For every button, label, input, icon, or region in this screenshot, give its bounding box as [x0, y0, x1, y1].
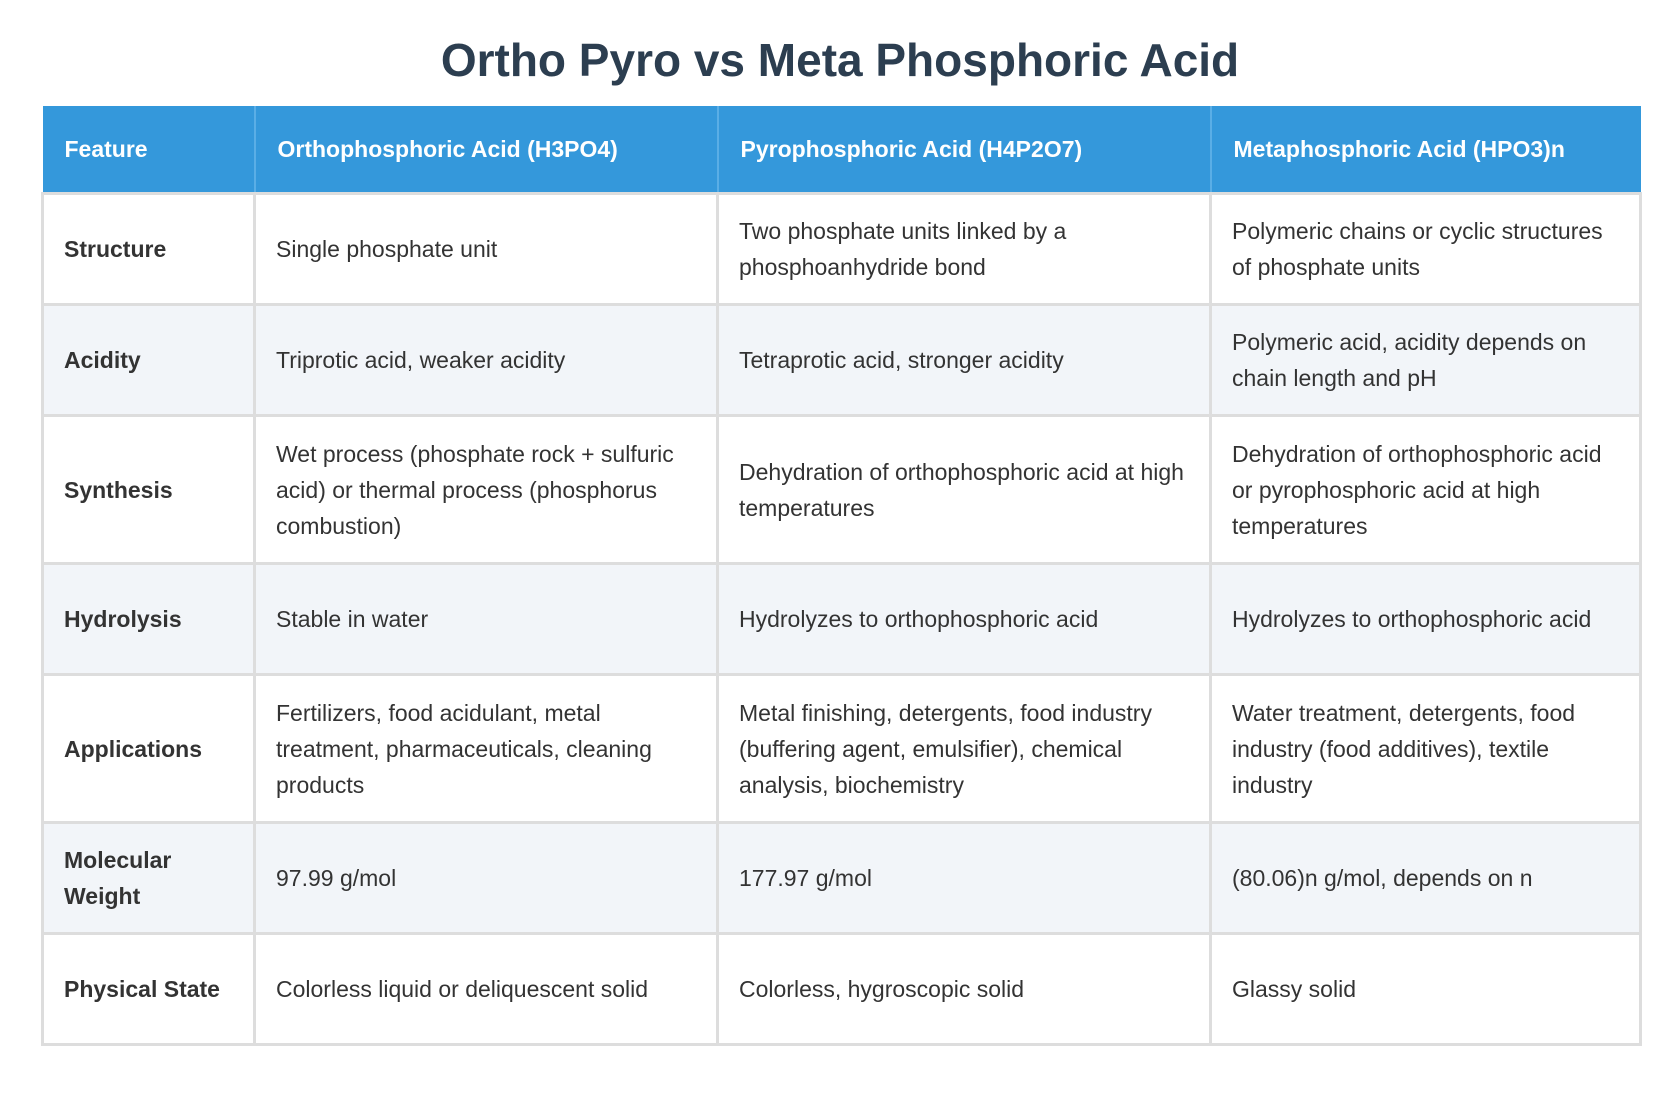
- ortho-cell: Fertilizers, food acidulant, metal treatment, pharmaceuticals, cleaning products: [255, 675, 718, 823]
- pyro-cell: Two phosphate units linked by a phosphoanhydride bond: [718, 194, 1211, 305]
- ortho-cell: Colorless liquid or deliquescent solid: [255, 934, 718, 1045]
- header-feature: Feature: [43, 106, 255, 194]
- feature-cell: Structure: [43, 194, 255, 305]
- pyro-cell: Colorless, hygroscopic solid: [718, 934, 1211, 1045]
- pyro-cell: Metal finishing, detergents, food industry (buffering agent, emulsifier), chemical analysis, biochemistry: [718, 675, 1211, 823]
- feature-cell: Molecular Weight: [43, 823, 255, 934]
- pyro-cell: Dehydration of orthophosphoric acid at high temperatures: [718, 416, 1211, 564]
- ortho-cell: Triprotic acid, weaker acidity: [255, 305, 718, 416]
- meta-cell: Water treatment, detergents, food industry (food additives), textile industry: [1211, 675, 1641, 823]
- header-metaphosphoric: Metaphosphoric Acid (HPO3)n: [1211, 106, 1641, 194]
- meta-cell: Hydrolyzes to orthophosphoric acid: [1211, 564, 1641, 675]
- feature-cell: Applications: [43, 675, 255, 823]
- meta-cell: Glassy solid: [1211, 934, 1641, 1045]
- table-row-applications: [43, 675, 1641, 823]
- meta-cell: Polymeric acid, acidity depends on chain length and pH: [1211, 305, 1641, 416]
- meta-cell: Polymeric chains or cyclic structures of phosphate units: [1211, 194, 1641, 305]
- header-orthophosphoric: Orthophosphoric Acid (H3PO4): [255, 106, 718, 194]
- ortho-cell: Stable in water: [255, 564, 718, 675]
- table-row-acidity: [43, 305, 1641, 416]
- feature-cell: Hydrolysis: [43, 564, 255, 675]
- page-title: Ortho Pyro vs Meta Phosphoric Acid: [440, 34, 1240, 86]
- feature-cell: Synthesis: [43, 416, 255, 564]
- ortho-cell: Single phosphate unit: [255, 194, 718, 305]
- pyro-cell: Tetraprotic acid, stronger acidity: [718, 305, 1211, 416]
- feature-cell: Acidity: [43, 305, 255, 416]
- pyro-cell: 177.97 g/mol: [718, 823, 1211, 934]
- table-header-row: [43, 106, 1641, 194]
- table-row-synthesis: [43, 416, 1641, 564]
- ortho-cell: 97.99 g/mol: [255, 823, 718, 934]
- pyro-cell: Hydrolyzes to orthophosphoric acid: [718, 564, 1211, 675]
- table-row-structure: [43, 194, 1641, 305]
- meta-cell: (80.06)n g/mol, depends on n: [1211, 823, 1641, 934]
- comparison-table: [41, 106, 1642, 1046]
- meta-cell: Dehydration of orthophosphoric acid or pyrophosphoric acid at high temperatures: [1211, 416, 1641, 564]
- table-row-physical-state: [43, 934, 1641, 1045]
- feature-cell: Physical State: [43, 934, 255, 1045]
- table-row-hydrolysis: [43, 564, 1641, 675]
- table-row-molecular-weight: [43, 823, 1641, 934]
- header-pyrophosphoric: Pyrophosphoric Acid (H4P2O7): [718, 106, 1211, 194]
- ortho-cell: Wet process (phosphate rock + sulfuric acid) or thermal process (phosphorus combustion): [255, 416, 718, 564]
